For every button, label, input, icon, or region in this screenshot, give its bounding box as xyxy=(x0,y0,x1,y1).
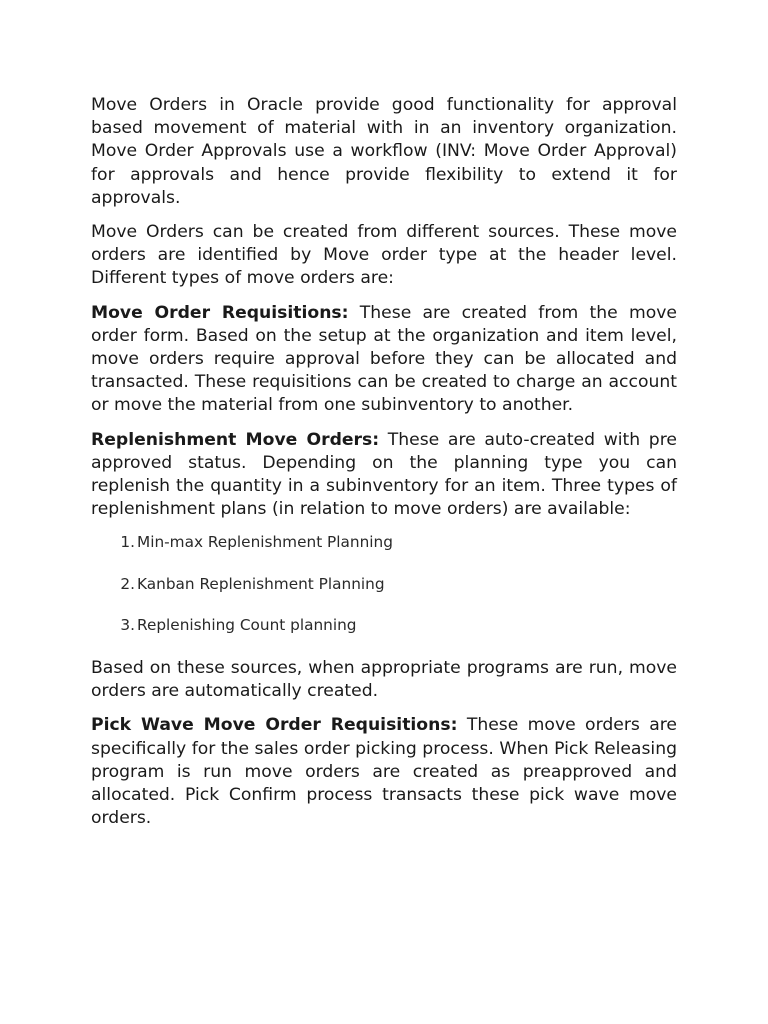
replenishment-heading: Replenishment Move Orders: xyxy=(91,429,380,450)
replenishment-paragraph xyxy=(91,429,677,522)
list-item-label: Kanban Replenishment Planning xyxy=(137,574,385,593)
sources-paragraph: Move Orders can be created from different sources. These move orders are identified by Move order type at the header level. Different types of move orders are: xyxy=(91,222,677,289)
pickwave-text: These move orders are specifically for the sales order picking process. When Pick Releasing program is run move orders are created as preapproved and allocated. Pick Confirm process transacts these pick wave move orders. xyxy=(91,715,677,829)
requisitions-heading: Move Order Requisitions: xyxy=(91,302,349,323)
list-item xyxy=(91,574,677,594)
intro-paragraph: Move Orders in Oracle provide good functionality for approval based movement of material with in an inventory organization. Move Order Approvals use a workflow (INV: Move Order Approval) for approvals and hence provide flexibility to extend it for approvals. xyxy=(91,95,677,208)
pickwave-paragraph xyxy=(91,714,677,830)
list-item-number: 2. xyxy=(120,574,135,593)
requisitions-paragraph xyxy=(91,302,677,418)
automatic-paragraph: Based on these sources, when appropriate programs are run, move orders are automatically created. xyxy=(91,657,677,702)
list-item-number: 1. xyxy=(120,533,135,552)
replenishment-text: These are auto-created with pre approved status. Depending on the planning type you can replenish the quantity in a subinventory for an item. Three types of replenishment plans (in relation to move orders) are available: xyxy=(91,429,677,520)
list-item xyxy=(91,615,677,635)
list-item-label: Replenishing Count planning xyxy=(137,616,357,635)
list-item-number: 3. xyxy=(120,616,135,635)
pickwave-heading: Pick Wave Move Order Requisitions: xyxy=(91,715,458,736)
requisitions-text: These are created from the move order form. Based on the setup at the organization and item level, move orders require approval before they can be allocated and transacted. These requisitions can be created to charge an account or move the material from one subinventory to another. xyxy=(91,302,677,416)
replenishment-plan-list xyxy=(91,532,677,635)
list-item xyxy=(91,532,677,552)
document-page xyxy=(91,94,677,841)
list-item-label: Min-max Replenishment Planning xyxy=(137,533,393,552)
